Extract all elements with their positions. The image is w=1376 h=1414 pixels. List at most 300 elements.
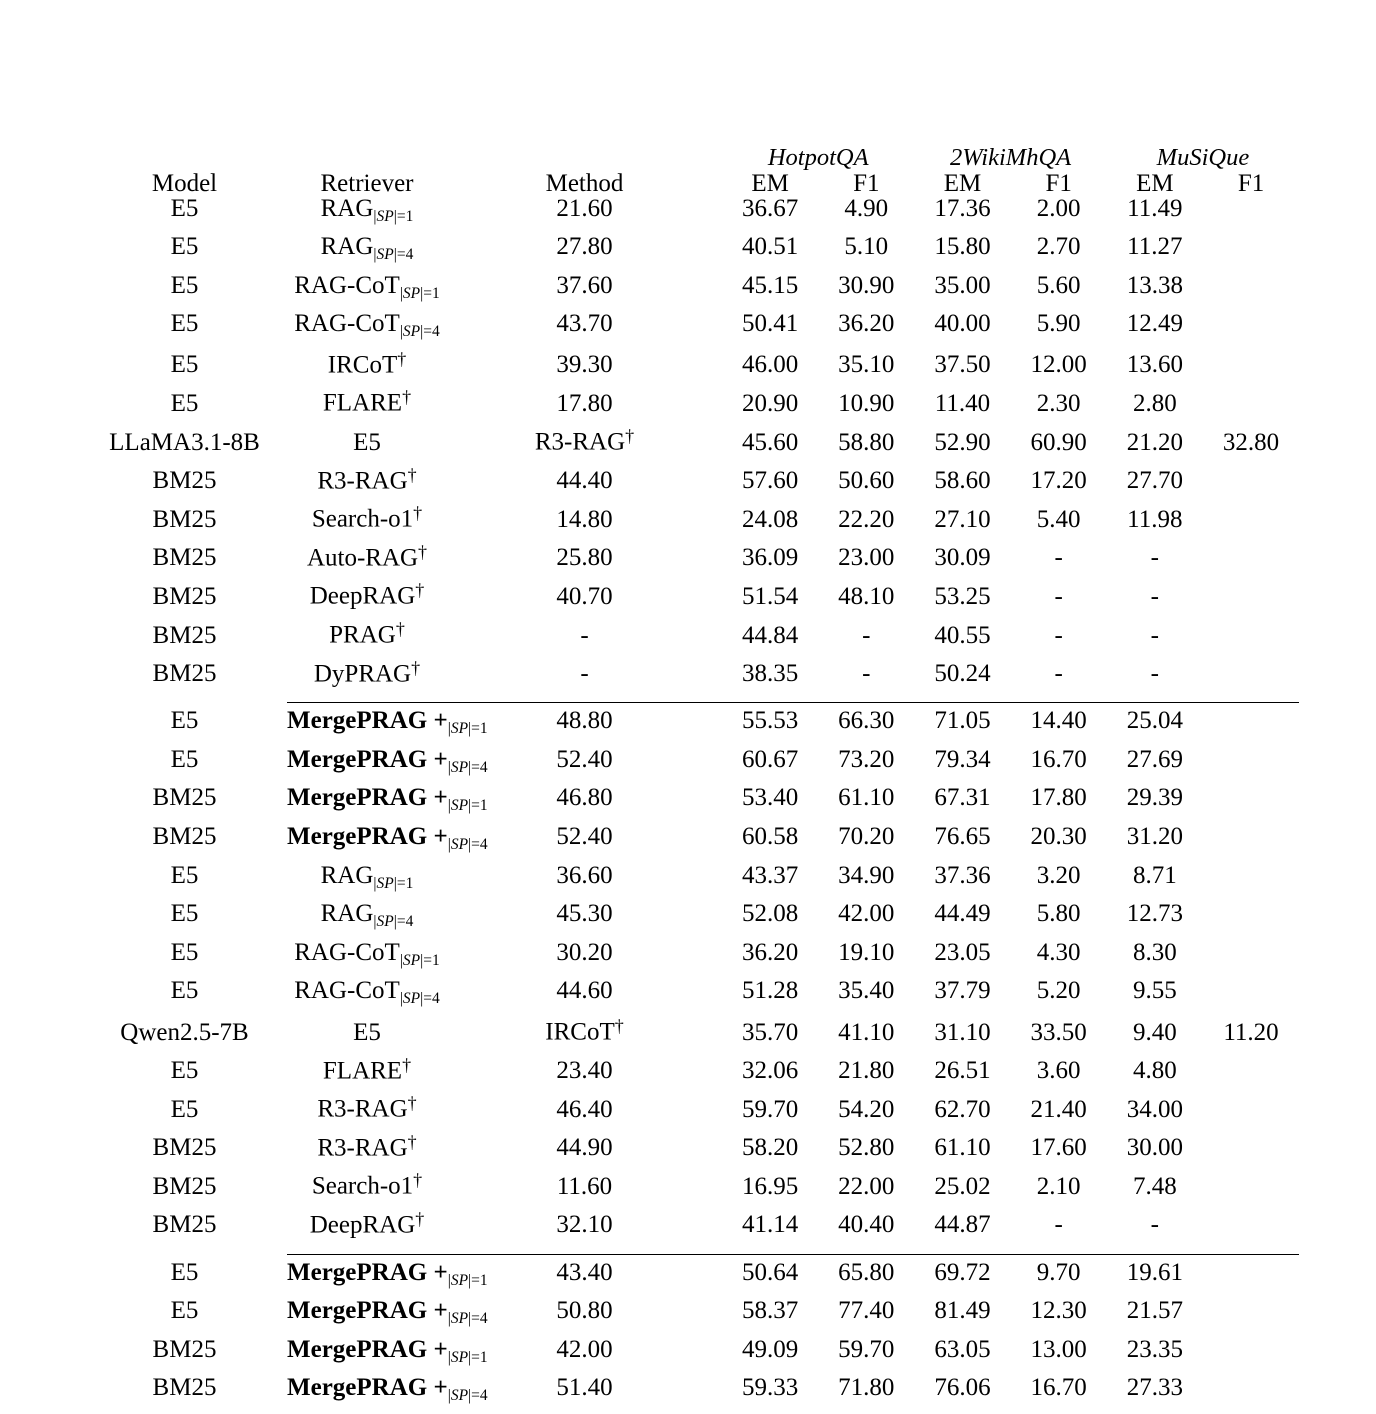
metric-value: 17.36 (934, 194, 991, 222)
metric-value: 22.20 (838, 505, 895, 533)
retriever-label: E5 (170, 351, 199, 379)
method-name: IRCoT (545, 1018, 615, 1046)
method-label (287, 234, 447, 273)
metric-value: 9.70 (1036, 1258, 1081, 1286)
table-row (82, 1260, 1299, 1299)
dagger-icon: † (415, 580, 425, 601)
metric-value: 43.40 (556, 1258, 613, 1286)
retriever-label: BM25 (152, 1211, 217, 1239)
method-name: RAG-CoT (294, 977, 400, 1005)
metric-value: 5.20 (1036, 977, 1081, 1005)
group-spacer-method (447, 146, 722, 171)
metric-value: 5.10 (844, 233, 889, 261)
metric-value: 8.71 (1132, 861, 1177, 889)
metric-value: 13.00 (1030, 1335, 1087, 1363)
method-name: IRCoT (327, 351, 398, 379)
metric-value: 34.90 (838, 861, 895, 889)
retriever-label: BM25 (152, 582, 217, 610)
method-label (287, 784, 488, 824)
metric-value: 58.80 (838, 428, 895, 456)
table-row (82, 1133, 1299, 1172)
metric-value: 13.60 (1126, 351, 1183, 379)
table-row (82, 1094, 1299, 1133)
method-name: Search-o1 (311, 505, 414, 533)
table-row (82, 350, 1299, 389)
header-2wikimhqa-em: EM (943, 169, 982, 197)
metric-value: 46.00 (741, 351, 799, 379)
method-subscript: |SP|=4 (447, 1310, 488, 1328)
metric-value: 38.35 (741, 660, 799, 688)
metric-value: 37.36 (934, 861, 991, 889)
metric-value: 25.02 (934, 1172, 991, 1200)
metric-value: 20.90 (741, 390, 799, 418)
method-subscript: |SP|=4 (373, 913, 414, 931)
metric-value: 54.20 (838, 1095, 895, 1123)
header-2wikimhqa-f1: F1 (1045, 169, 1072, 197)
method-label (287, 311, 447, 350)
method-name: R3-RAG (317, 1134, 408, 1162)
metric-value: 17.20 (1030, 467, 1087, 495)
retriever-label: BM25 (152, 505, 217, 533)
metric-value: 11.49 (1127, 194, 1183, 222)
metric-value: 13.38 (1126, 271, 1183, 299)
method-name: FLARE (322, 390, 403, 418)
metric-value: 37.60 (556, 271, 613, 299)
metric-value: 43.37 (741, 861, 799, 889)
table-row (82, 620, 1299, 659)
metric-value: 9.55 (1132, 977, 1177, 1005)
metric-value: 41.10 (838, 1018, 895, 1046)
method-name: MergePRAG + (287, 745, 448, 773)
retriever-label: BM25 (152, 1335, 217, 1363)
metric-value: 17.60 (1030, 1134, 1087, 1162)
metric-value: - (1054, 582, 1063, 610)
metric-value: 63.05 (934, 1335, 991, 1363)
method-label (287, 1374, 488, 1414)
method-label (287, 1094, 447, 1133)
dagger-icon: † (415, 1208, 425, 1229)
metric-value: 71.05 (934, 707, 991, 735)
metric-value: 76.65 (934, 823, 991, 850)
metric-value: 73.20 (838, 745, 895, 773)
table-row (82, 747, 1299, 786)
metric-value: 21.40 (1030, 1095, 1087, 1123)
retriever-label: E5 (170, 745, 199, 773)
results-table-wrapper (82, 146, 1295, 1414)
metric-value: 59.70 (741, 1095, 799, 1123)
metric-value: 44.60 (556, 977, 613, 1005)
table-row (82, 311, 1299, 350)
metric-value: 2.00 (1036, 194, 1081, 222)
table-row (82, 978, 1299, 1017)
method-name: MergePRAG + (287, 1374, 448, 1402)
method-name: R3-RAG (317, 467, 408, 495)
metric-value: 33.50 (1030, 1018, 1087, 1046)
metric-value: 52.08 (741, 900, 799, 928)
table-header (82, 146, 1299, 196)
header-model: Model (151, 169, 218, 197)
method-label (287, 543, 447, 582)
metric-value: 50.80 (556, 1297, 613, 1325)
dagger-icon: † (397, 348, 407, 369)
retriever-label: E5 (353, 428, 381, 456)
metric-value: 71.80 (838, 1374, 895, 1402)
table-row (82, 388, 1299, 427)
metric-value: 20.30 (1030, 823, 1087, 850)
metric-value: 21.20 (1126, 428, 1183, 456)
metric-value: 52.40 (556, 745, 613, 773)
method-subscript: |SP|=1 (447, 1348, 488, 1366)
method-name: RAG (320, 194, 374, 222)
metric-value: 27.33 (1126, 1374, 1183, 1402)
metric-value: 66.30 (838, 707, 895, 735)
method-name: DeepRAG (309, 582, 416, 610)
metric-value: - (1054, 1211, 1063, 1239)
dataset-group-musique: MuSiQue (1156, 144, 1250, 171)
metric-value: 9.40 (1132, 1018, 1177, 1046)
retriever-label: BM25 (152, 823, 217, 850)
metric-value: 48.10 (838, 582, 895, 610)
method-subscript: |SP|=1 (447, 720, 488, 738)
dagger-icon: † (418, 541, 428, 562)
method-label (287, 1297, 488, 1337)
metric-value: 79.34 (934, 745, 991, 773)
metric-value: 50.64 (741, 1258, 799, 1286)
retriever-label: E5 (170, 233, 199, 261)
method-subscript: |SP|=4 (447, 758, 488, 776)
metric-value: 37.50 (934, 351, 991, 379)
retriever-label: E5 (170, 1258, 199, 1286)
retriever-label: E5 (170, 977, 199, 1005)
metric-value: 4.90 (844, 194, 889, 222)
metric-value: 5.80 (1036, 900, 1081, 928)
metric-value: 5.90 (1036, 310, 1081, 338)
method-label (287, 350, 447, 389)
method-name: RAG (320, 861, 374, 889)
table-row (82, 1375, 1299, 1414)
metric-value: 76.06 (934, 1374, 991, 1402)
retriever-label: E5 (170, 938, 199, 966)
metric-value: 51.54 (741, 582, 799, 610)
dagger-icon: † (614, 1015, 624, 1036)
metric-value: 44.84 (741, 621, 799, 649)
metric-value: 44.87 (934, 1211, 991, 1239)
metric-value: 25.80 (556, 544, 613, 572)
method-name: MergePRAG + (287, 1335, 448, 1363)
retriever-label: E5 (170, 390, 199, 418)
metric-value: 2.30 (1036, 390, 1081, 418)
table-row (82, 1056, 1299, 1095)
metric-value: 5.60 (1036, 271, 1081, 299)
model-label: LLaMA3.1-8B (109, 428, 260, 456)
metric-value: 12.73 (1126, 900, 1183, 928)
metric-value: 52.80 (838, 1134, 895, 1162)
metric-value: - (1054, 660, 1063, 688)
metric-value: 59.33 (741, 1374, 799, 1402)
metric-value: 36.60 (556, 861, 613, 889)
method-label (287, 1258, 488, 1299)
metric-value: 23.35 (1126, 1335, 1183, 1363)
method-label (287, 504, 447, 543)
method-label (287, 1056, 447, 1095)
table-row (82, 1017, 1299, 1056)
table-row (82, 1171, 1299, 1210)
metric-value: 44.90 (556, 1134, 613, 1162)
metric-value: - (1054, 621, 1063, 649)
dataset-group-hotpotqa: HotpotQA (767, 144, 869, 171)
method-name: Search-o1 (311, 1172, 414, 1200)
metric-value: 57.60 (741, 467, 799, 495)
dagger-icon: † (407, 1093, 417, 1114)
method-name: PRAG (329, 621, 396, 649)
retriever-label: E5 (170, 194, 199, 222)
metric-value: 60.67 (741, 745, 799, 773)
metric-value: 30.90 (838, 271, 895, 299)
dagger-icon: † (625, 426, 635, 447)
metric-value: 5.40 (1036, 505, 1081, 533)
metric-value: 40.00 (934, 310, 991, 338)
method-label (287, 1171, 447, 1210)
results-table (82, 146, 1299, 1414)
method-name: RAG-CoT (294, 938, 400, 966)
metric-value: 58.37 (741, 1297, 799, 1325)
dagger-icon: † (413, 503, 423, 524)
metric-value: - (1150, 544, 1159, 572)
metric-value: - (1054, 544, 1063, 572)
method-label (287, 1133, 447, 1172)
method-label (287, 581, 447, 620)
metric-value: 30.09 (934, 544, 991, 572)
method-name: R3-RAG (317, 1095, 408, 1123)
metric-value: 32.10 (556, 1211, 613, 1239)
metric-value: 35.40 (838, 977, 895, 1005)
method-label (287, 196, 447, 235)
method-label (287, 901, 447, 940)
table-row (82, 466, 1299, 505)
retriever-label: BM25 (152, 467, 217, 495)
header-hotpotqa-em: EM (751, 169, 789, 197)
metric-value: 52.40 (556, 823, 613, 850)
metric-value: 48.80 (556, 707, 613, 735)
metric-value: 19.61 (1126, 1258, 1183, 1286)
method-label (287, 659, 447, 698)
metric-value: 59.70 (838, 1335, 895, 1363)
method-name: RAG (320, 900, 374, 928)
metric-value: 53.25 (934, 582, 991, 610)
metric-value: 12.30 (1030, 1297, 1087, 1325)
table-row (82, 273, 1299, 312)
retriever-label: E5 (170, 1095, 199, 1123)
metric-value: 14.40 (1030, 707, 1087, 735)
method-label (287, 620, 447, 659)
metric-value: 58.20 (741, 1134, 799, 1162)
metric-value: 22.00 (838, 1172, 895, 1200)
retriever-label: E5 (170, 900, 199, 928)
metric-value: 41.14 (741, 1211, 799, 1239)
metric-value: 31.20 (1126, 823, 1183, 850)
metric-value: 19.10 (838, 938, 895, 966)
metric-value: 35.00 (934, 271, 991, 299)
method-name: MergePRAG + (287, 707, 448, 735)
method-label (287, 466, 447, 505)
table-row (82, 1210, 1299, 1249)
metric-value: 49.09 (741, 1335, 799, 1363)
metric-value: 61.10 (934, 1134, 991, 1162)
dagger-icon: † (402, 1054, 412, 1075)
retriever-label: E5 (170, 707, 199, 735)
metric-value: 35.10 (838, 351, 895, 379)
table-row (82, 234, 1299, 273)
metric-value: 37.79 (934, 977, 991, 1005)
metric-value: - (580, 660, 589, 688)
metric-value: 3.60 (1036, 1057, 1081, 1085)
method-subscript: |SP|=4 (373, 246, 414, 264)
metric-value: 36.67 (741, 194, 799, 222)
method-subscript: |SP|=4 (447, 1387, 488, 1405)
dataset-group-row (82, 146, 1299, 171)
metric-value: 10.90 (838, 390, 895, 418)
metric-value: 30.20 (556, 938, 613, 966)
header-retriever: Retriever (320, 169, 414, 197)
metric-value: 27.10 (934, 505, 991, 533)
metric-value: 40.55 (934, 621, 991, 649)
retriever-label: BM25 (152, 1134, 217, 1162)
method-name: MergePRAG + (287, 1297, 448, 1325)
table-row (82, 824, 1299, 863)
table-row (82, 708, 1299, 747)
metric-value: 42.00 (838, 900, 895, 928)
retriever-label: BM25 (152, 1172, 217, 1200)
dagger-icon: † (411, 657, 421, 678)
metric-value: - (862, 660, 871, 688)
table-row (82, 785, 1299, 824)
metric-value: 35.70 (741, 1018, 799, 1046)
metric-value: 16.70 (1030, 745, 1087, 773)
metric-value: 29.39 (1126, 784, 1183, 812)
metric-value: 62.70 (934, 1095, 991, 1123)
table-row (82, 196, 1299, 235)
metric-value: - (862, 621, 871, 649)
metric-value: 60.90 (1030, 428, 1087, 456)
table-row (82, 659, 1299, 698)
table-row (82, 543, 1299, 582)
retriever-label: E5 (170, 861, 199, 889)
retriever-label: BM25 (152, 621, 217, 649)
metric-value: 3.20 (1036, 861, 1081, 889)
metric-value: 70.20 (838, 823, 895, 850)
metric-value: 2.80 (1132, 390, 1177, 418)
metric-value: 8.30 (1132, 938, 1177, 966)
metric-value: 12.49 (1126, 310, 1183, 338)
method-name: DeepRAG (309, 1211, 416, 1239)
metric-value: 12.00 (1030, 351, 1087, 379)
metric-value: 39.30 (556, 351, 613, 379)
metric-value: 31.10 (934, 1018, 991, 1046)
metric-value: 67.31 (934, 784, 991, 812)
metric-value: 44.49 (934, 900, 991, 928)
metric-value: 40.40 (838, 1211, 895, 1239)
metric-value: 11.60 (556, 1172, 613, 1200)
method-subscript: |SP|=4 (447, 835, 488, 853)
method-label (287, 1210, 447, 1249)
metric-value: 21.80 (838, 1057, 895, 1085)
metric-value: 55.53 (741, 707, 799, 735)
metric-value: - (1150, 660, 1159, 688)
table-row (82, 901, 1299, 940)
metric-value: 46.40 (556, 1095, 613, 1123)
table-row (82, 1337, 1299, 1376)
metric-value: 4.30 (1036, 938, 1081, 966)
metric-value: 27.69 (1126, 745, 1183, 773)
metric-value: 61.10 (838, 784, 895, 812)
dagger-icon: † (407, 1131, 417, 1152)
retriever-label: BM25 (152, 660, 217, 688)
metric-value: 25.04 (1126, 707, 1183, 735)
retriever-label: E5 (170, 310, 199, 338)
metric-value: 50.24 (934, 660, 991, 688)
retriever-label: E5 (353, 1018, 381, 1046)
metric-value: 65.80 (838, 1258, 895, 1286)
metric-value: 32.80 (1222, 428, 1280, 456)
metric-value: 27.80 (556, 233, 613, 261)
metric-value: 77.40 (838, 1297, 895, 1325)
table-body (82, 196, 1299, 1414)
metric-value: 40.70 (556, 582, 613, 610)
retriever-label: BM25 (152, 784, 217, 812)
metric-value: - (1150, 582, 1159, 610)
method-label (287, 940, 447, 979)
metric-value: - (1150, 621, 1159, 649)
method-label (287, 273, 447, 312)
header-musique-em: EM (1136, 169, 1174, 197)
table-row (82, 1298, 1299, 1337)
metric-value: 51.40 (556, 1374, 613, 1402)
metric-value: 16.70 (1030, 1374, 1087, 1402)
method-label (287, 823, 488, 863)
method-subscript: |SP|=1 (373, 207, 414, 225)
method-subscript: |SP|=1 (373, 874, 414, 892)
metric-value: 7.48 (1132, 1172, 1177, 1200)
method-name: MergePRAG + (287, 823, 448, 850)
metric-value: 24.08 (741, 505, 799, 533)
metric-value: - (1150, 1211, 1159, 1239)
method-label (447, 1017, 722, 1056)
metric-value: 36.20 (741, 938, 799, 966)
metric-value: 14.80 (556, 505, 613, 533)
dataset-group-2wikimhqa: 2WikiMhQA (950, 144, 1072, 171)
table-row (82, 863, 1299, 902)
metric-value: 21.60 (556, 194, 613, 222)
method-name: Auto-RAG (306, 544, 419, 572)
metric-value: 40.51 (741, 233, 799, 261)
method-label (287, 745, 488, 786)
method-name: FLARE (322, 1057, 403, 1085)
metric-value: 69.72 (934, 1258, 991, 1286)
method-name: MergePRAG + (287, 784, 448, 812)
metric-value: 27.70 (1126, 467, 1183, 495)
method-label (287, 863, 447, 902)
metric-value: - (580, 621, 589, 649)
metric-value: 32.06 (741, 1057, 799, 1085)
method-label (287, 388, 447, 427)
method-name: RAG-CoT (294, 271, 400, 299)
retriever-label: BM25 (152, 544, 217, 572)
metric-value: 36.20 (838, 310, 895, 338)
metric-value: 45.30 (556, 900, 613, 928)
group-spacer-retriever (287, 146, 447, 171)
retriever-label: E5 (170, 271, 199, 299)
metric-value: 17.80 (1030, 784, 1087, 812)
